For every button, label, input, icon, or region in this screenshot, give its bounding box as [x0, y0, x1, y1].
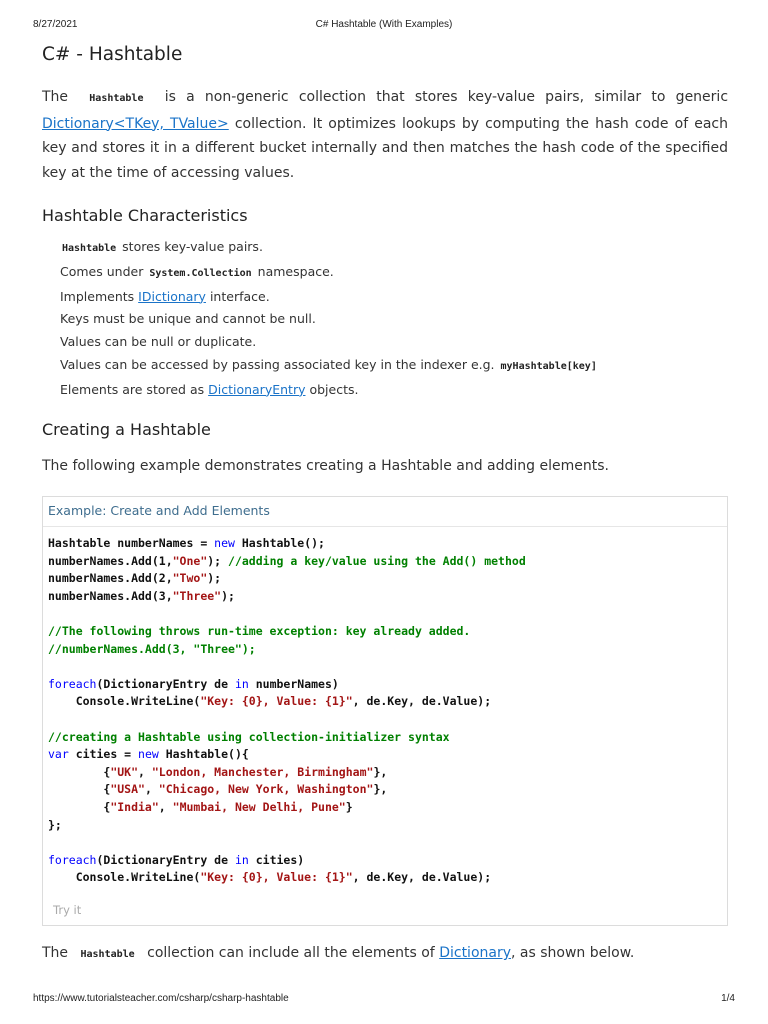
idictionary-link[interactable]: IDictionary	[138, 288, 206, 304]
try-it-link[interactable]: Try it	[53, 903, 82, 917]
code-line	[48, 658, 526, 676]
code-block	[48, 535, 526, 887]
code-line	[48, 605, 526, 623]
print-title: C# Hashtable (With Examples)	[315, 19, 453, 30]
code-line: Hashtable numberNames = new Hashtable();	[48, 536, 325, 550]
example-box	[42, 496, 728, 926]
code-line: numberNames.Add(2,"Two");	[48, 571, 222, 586]
intro-text-1: The	[42, 89, 69, 105]
list-item-text: Values can be null or duplicate.	[60, 334, 257, 350]
list-item	[60, 236, 720, 261]
intro-paragraph	[42, 85, 728, 185]
list-item-text: Values can be accessed by passing associated key in the indexer e.g.	[60, 356, 495, 372]
code-line: foreach(DictionaryEntry de in numberNames)	[48, 676, 339, 691]
creating-heading: Creating a Hashtable	[42, 420, 211, 439]
bottom-text-2: collection can include all the elements of	[147, 945, 435, 961]
print-url: https://www.tutorialsteacher.com/csharp/csharp-hashtable	[33, 993, 289, 1004]
dictionary-link[interactable]: Dictionary	[439, 945, 512, 961]
list-item-code: myHashtable[key]	[500, 360, 597, 372]
code-line: //numberNames.Add(3, "Three");	[48, 641, 256, 656]
list-item	[60, 286, 720, 309]
list-item	[60, 261, 720, 286]
list-item	[60, 331, 720, 354]
list-item-code: System.Collection	[149, 267, 252, 279]
list-item-text: Comes under	[60, 263, 144, 279]
list-item-code: Hashtable	[62, 243, 117, 254]
code-line: numberNames.Add(1,"One"); //adding a key/value using the Add() method	[48, 553, 526, 568]
example-title: Example: Create and Add Elements	[43, 497, 727, 527]
code-line: {"India", "Mumbai, New Delhi, Pune"}	[48, 799, 353, 814]
bottom-text-1: The	[42, 945, 69, 961]
list-item-text: objects.	[309, 381, 359, 397]
list-item-text: interface.	[209, 288, 270, 304]
list-item-text: Elements are stored as	[60, 381, 205, 397]
list-item-text: stores key-value pairs.	[122, 239, 263, 254]
creating-lead: The following example demonstrates creating a Hashtable and adding elements.	[42, 458, 609, 474]
print-header	[0, 19, 768, 33]
code-line: };	[48, 817, 62, 832]
bottom-code-hashtable: Hashtable	[80, 949, 135, 960]
code-line: Console.WriteLine("Key: {0}, Value: {1}", de.Key, de.Value);	[48, 870, 492, 885]
page-title: C# - Hashtable	[42, 44, 183, 65]
code-line: {"USA", "Chicago, New York, Washington"},	[48, 782, 388, 797]
dictionary-tkey-tvalue-link[interactable]: Dictionary<TKey, TValue>	[42, 115, 229, 132]
bottom-paragraph	[42, 945, 634, 961]
list-item	[60, 308, 720, 331]
intro-text-2: is a non-generic collection that stores key-value pairs, similar to generic	[164, 89, 729, 105]
print-page-number: 1/4	[721, 993, 735, 1004]
list-item	[60, 354, 720, 379]
code-line: Console.WriteLine("Key: {0}, Value: {1}", de.Key, de.Value);	[48, 694, 492, 709]
intro-text-3: collection. It optimizes lookups by computing the hash code of each key and stores it in a different bucket internally and then matches the hash code of the specified key at the time of accessing values.	[42, 115, 728, 181]
code-line: var cities = new Hashtable(){	[48, 747, 249, 762]
print-footer	[0, 993, 768, 1007]
print-date: 8/27/2021	[33, 19, 78, 30]
list-item	[60, 379, 720, 402]
code-line: foreach(DictionaryEntry de in cities)	[48, 852, 305, 867]
code-line	[48, 711, 526, 729]
code-line: numberNames.Add(3,"Three");	[48, 588, 235, 603]
intro-code-hashtable: Hashtable	[89, 93, 144, 104]
list-item-text: Implements	[60, 288, 135, 304]
characteristics-heading: Hashtable Characteristics	[42, 206, 248, 225]
bottom-text-3: , as shown below.	[511, 945, 635, 961]
code-line: //creating a Hashtable using collection-initializer syntax	[48, 729, 450, 744]
dictionaryentry-link[interactable]: DictionaryEntry	[208, 381, 306, 397]
list-item-text: Keys must be unique and cannot be null.	[60, 311, 316, 327]
code-line: //The following throws run-time exception: key already added.	[48, 623, 471, 638]
code-line: {"UK", "London, Manchester, Birmingham"},	[48, 764, 388, 779]
code-line	[48, 834, 526, 852]
characteristics-list	[60, 236, 720, 402]
list-item-text: namespace.	[257, 263, 334, 279]
